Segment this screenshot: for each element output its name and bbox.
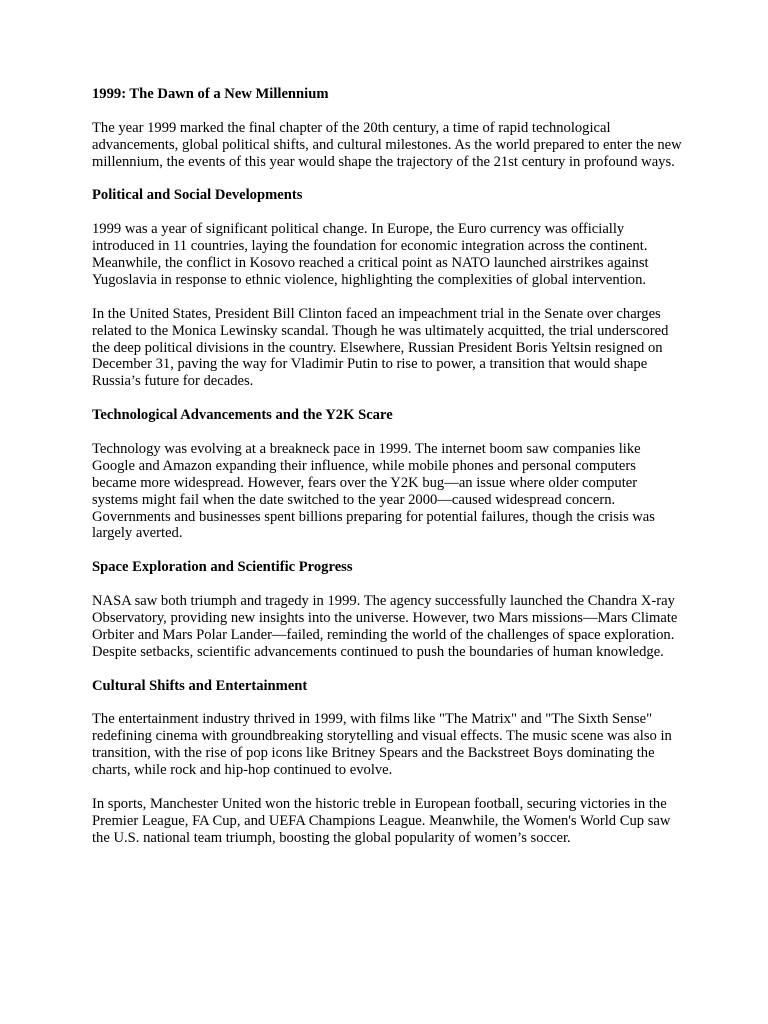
section-paragraph: NASA saw both triumph and tragedy in 1999. The agency successfully launched the Chandra X-ray Observatory, providing new insights into the universe. However, two Mars missions—Mars Climate Orbiter and Mars Polar Lander—failed, reminding the world of the challenges of space exploration. Despite setbacks, scientific advancements continued to push the boundaries of human knowledge. [92, 593, 678, 660]
intro-paragraph: The year 1999 marked the final chapter of the 20th century, a time of rapid technological advancements, global political shifts, and cultural milestones. As the world prepared to enter the new millennium, the events of this year would shape the trajectory of the 21st century in profound ways. [92, 119, 682, 170]
section-heading-culture: Cultural Shifts and Entertainment [92, 677, 308, 694]
section-paragraph: In the United States, President Bill Clinton faced an impeachment trial in the Senate over charges related to the Monica Lewinsky scandal. Though he was ultimately acquitted, the trial underscored the deep political divisions in the country. Elsewhere, Russian President Boris Yeltsin resigned on December 31, paving the way for Vladimir Putin to rise to power, a transition that would shape Russia’s future for decades. [92, 305, 669, 390]
document-title: 1999: The Dawn of a New Millennium [92, 86, 329, 102]
document-body [92, 86, 682, 864]
section-heading-political: Political and Social Developments [92, 187, 303, 204]
section-heading-technology: Technological Advancements and the Y2K Scare [92, 407, 393, 424]
section-paragraph: The entertainment industry thrived in 1999, with films like "The Matrix" and "The Sixth Sense" redefining cinema with groundbreaking storytelling and visual effects. The music scene was also in transition, with the rise of pop icons like Britney Spears and the Backstreet Boys dominating the charts, while rock and hip-hop continued to evolve. [92, 711, 672, 779]
section-heading-space: Space Exploration and Scientific Progress [92, 559, 353, 576]
section-paragraph: In sports, Manchester United won the historic treble in European football, securing victories in the Premier League, FA Cup, and UEFA Champions League. Meanwhile, the Women's World Cup saw the U.S. national team triumph, boosting the global popularity of women’s soccer. [92, 795, 671, 846]
section-paragraph: 1999 was a year of significant political change. In Europe, the Euro currency was officially introduced in 11 countries, laying the foundation for economic integration across the continent. Meanwhile, the conflict in Kosovo reached a critical point as NATO launched airstrikes against Yugoslavia in response to ethnic violence, highlighting the complexities of global intervention. [92, 221, 649, 288]
section-paragraph: Technology was evolving at a breakneck pace in 1999. The internet boom saw companies like Google and Amazon expanding their influence, while mobile phones and personal computers became more widespread. However, fears over the Y2K bug—an issue where older computer systems might fail when the date switched to the year 2000—caused widespread concern. Governments and businesses spent billions preparing for potential failures, though the crisis was largely averted. [92, 440, 655, 542]
